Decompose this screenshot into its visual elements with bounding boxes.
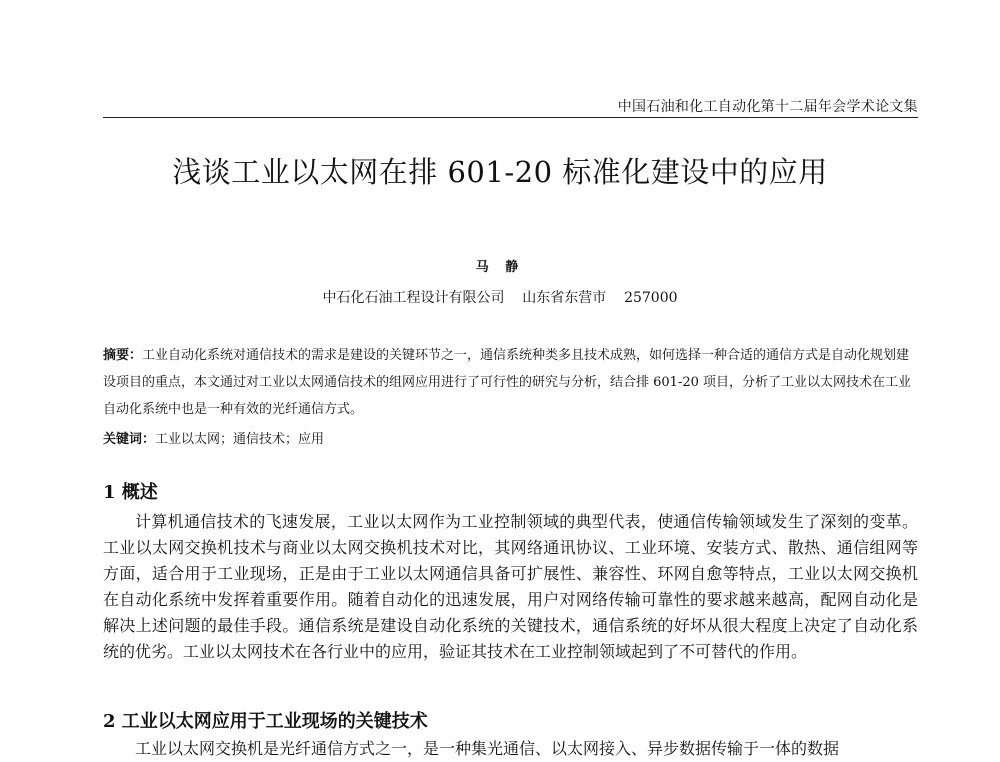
keywords-text: 工业以太网；通信技术；应用	[155, 432, 325, 447]
author-name: 马 静	[475, 260, 525, 275]
author-affiliation: 中石化石油工程设计有限公司 山东省东营市 257000	[322, 290, 678, 306]
abstract-label: 摘要：	[103, 348, 143, 363]
section-heading-key-technologies: 2 工业以太网应用于工业现场的关键技术	[103, 711, 428, 732]
section-paragraph-overview: 计算机通信技术的飞速发展，工业以太网作为工业控制领域的典型代表，使通信传输领域发生了深刻的变革。工业以太网交换机技术与商业以太网交换机技术对比，其网络通讯协议、工业环境、安装方式、散热、通信组网等方面，适合用于工业现场，正是由于工业以太网通信具备可扩展性、兼容性、环网自愈等特点，工业以太网交换机在自动化系统中发挥着重要作用。随着自动化的迅速发展，用户对网络传输可靠性的要求越来越高，配网自动化是解决上述问题的最佳手段。通信系统是建设自动化系统的关键技术，通信系统的好坏从很大程度上决定了自动化系统的优劣。工业以太网技术在各行业中的应用，验证其技术在工业控制领域起到了不可替代的作用。	[103, 512, 918, 661]
section-paragraph-key-technologies: 工业以太网交换机是光纤通信方式之一，是一种集光通信、以太网接入、异步数据传输于一体的数据	[135, 739, 840, 758]
keywords	[103, 428, 324, 447]
section-heading-overview: 1 概述	[103, 482, 158, 503]
running-header: 中国石油和化工自动化第十二届年会学术论文集	[617, 99, 918, 115]
header-rule	[103, 117, 918, 118]
keywords-label: 关键词：	[103, 432, 156, 447]
paper-title: 浅谈工业以太网在排 601-20 标准化建设中的应用	[172, 155, 828, 189]
abstract	[103, 342, 918, 423]
abstract-text: 工业自动化系统对通信技术的需求是建设的关键环节之一，通信系统种类多且技术成熟，如何选择一种合适的通信方式是自动化规划建设项目的重点，本文通过对工业以太网通信技术的组网应用进行了可行性的研究与分析，结合排 601-20 项目，分析了工业以太网技术在工业自动化系统中也是一种有效的光纤通信方式。	[103, 348, 912, 417]
